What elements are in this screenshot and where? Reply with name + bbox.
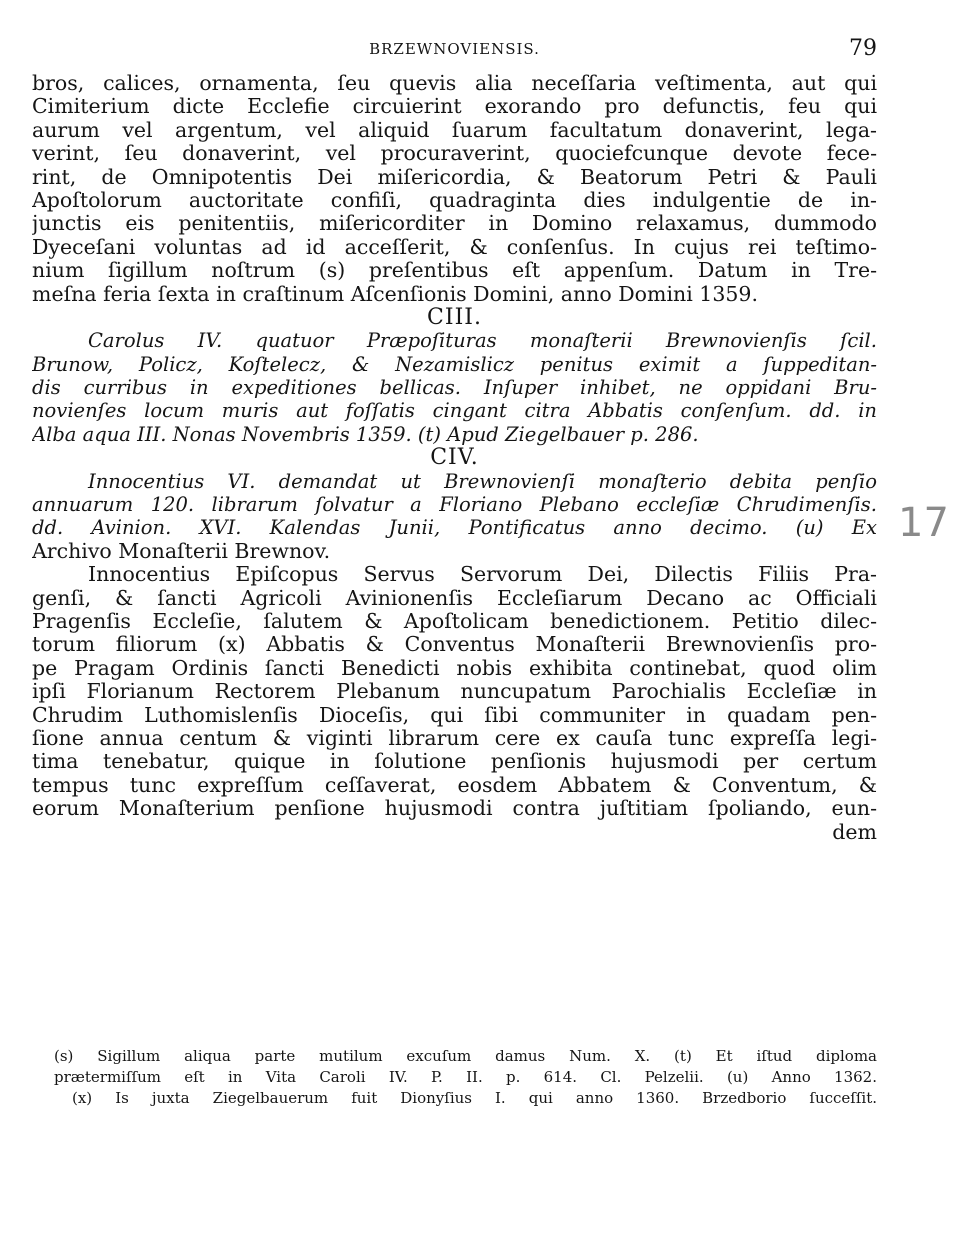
summary-line: dd. Avinion. XVI. Kalendas Junii, Pontificatus anno decimo. (u) Ex [32, 516, 877, 540]
text-line: Innocentius Epiſcopus Servus Servorum Dei, Dilectis Filiis Pra- [88, 563, 877, 587]
text-line: Pragenſis Eccleſie, ſalutem & Apoſtolicam benedictionem. Petitio dilec- [32, 609, 877, 633]
section-heading-civ: CIV. [430, 446, 479, 470]
text-line: junctis eis penitentiis, miſericorditer in Domino relaxamus, dummodo [32, 212, 877, 236]
text-line: Dyeceſani voluntas ad id acceſſerit, & conſenſus. In cujus rei teſtimo- [32, 235, 877, 259]
text-line: ſione annua centum & viginti librarum cere ex cauſa tunc expreſſa legi- [32, 726, 877, 750]
text-line: ipſi Florianum Rectorem Plebanum nuncupatum Parochialis Eccleſiæ in [32, 680, 877, 704]
text-line: Cimiterium dicte Ecclefie circuierint exorando pro defunctis, feu qui [32, 95, 877, 119]
summary-line: Carolus IV. quatuor Præpoſituras monaſterii Brewnovienſis ſcil. [88, 329, 877, 353]
body-text [32, 72, 877, 844]
text-line: eorum Monaſterium penſione hujusmodi contra juſtitiam ſpoliando, eun- [32, 797, 877, 821]
footnote-line: (s) Sigillum aliqua parte mutilum excuſum damus Num. X. (t) Et iſtud diploma [54, 1047, 877, 1065]
text-line: verint, ſeu donaverint, vel procuraverint, quociefcunque devote fece- [32, 142, 877, 166]
summary-line: Archivo Monaſterii Brewnov. [32, 539, 331, 563]
text-line: meſna feria ſexta in craſtinum Aſcenſionis Domini, anno Domini 1359. [32, 282, 758, 306]
summary-line: dis curribus in expeditiones bellicas. Inſuper inhibet, ne oppidani Bru- [32, 376, 877, 400]
summary-line: Innocentius VI. demandat ut Brewnovienſi monaſterio debita penſio [88, 469, 877, 493]
summary-line: Alba aqua III. Nonas Novembris 1359. (t) Apud Ziegelbauer p. 286. [32, 422, 699, 446]
text-line: tempus tunc expreſſum ceſſaverat, eosdem Abbatem & Conventum, & [32, 773, 877, 797]
summary-line: Brunow, Policz, Koſtelecz, & Nezamislicz penitus eximit a ſuppeditan- [32, 352, 877, 376]
text-line: Apoſtolorum auctoritate confiſi, quadraginta dies indulgentie de in- [32, 188, 877, 212]
text-line: pe Pragam Ordinis ſancti Benedicti nobis exhibita continebat, quod olim [32, 656, 877, 680]
footnotes [54, 1046, 877, 1109]
catchword: dem [832, 820, 877, 844]
text-line: tima tenebatur, quique in ſolutione penſionis hujusmodi per certum [32, 750, 877, 774]
section-heading-ciii: CIII. [427, 305, 482, 330]
text-line: Chrudim Luthomislenſis Dioceſis, qui ſibi communiter in quadam pen- [32, 703, 877, 727]
book-page [32, 0, 877, 1252]
text-line: bros, calices, ornamenta, ſeu quevis alia neceſſaria veſtimenta, aut qui [32, 72, 877, 95]
text-line: genſi, & ſancti Agricoli Avinionenſis Eccleſiarum Decano ac Officiali [32, 586, 877, 610]
footnote-line: prætermiſſum eſt in Vita Caroli IV. P. II. p. 614. Cl. Pelzelii. (u) Anno 1362. [54, 1068, 877, 1086]
footnote-line: (x) Is juxta Ziegelbauerum fuit Dionyſius I. qui anno 1360. Brzedborio ſucceſſit. [72, 1089, 877, 1107]
running-title: BRZEWNOVIENSIS. [369, 40, 540, 58]
text-line: torum filiorum (x) Abbatis & Conventus Monaſterii Brewnovienſis pro- [32, 633, 877, 657]
page-number: 79 [849, 36, 877, 61]
handwritten-margin-note: 17 [898, 500, 949, 546]
summary-line: novienſes locum muris aut foſſatis cingant citra Abbatis conſenſum. dd. in [32, 399, 877, 423]
text-line: nium ſigillum noſtrum (s) preſentibus eſt appenſum. Datum in Tre- [32, 259, 877, 283]
text-line: aurum vel argentum, vel aliquid ſuarum facultatum donaverint, lega- [32, 118, 877, 142]
running-head [32, 36, 877, 70]
summary-line: annuarum 120. librarum ſolvatur a Floriano Plebano eccleſiæ Chrudimenſis. [32, 493, 877, 517]
text-line: rint, de Omnipotentis Dei miſericordia, & Beatorum Petri & Pauli [32, 165, 877, 189]
